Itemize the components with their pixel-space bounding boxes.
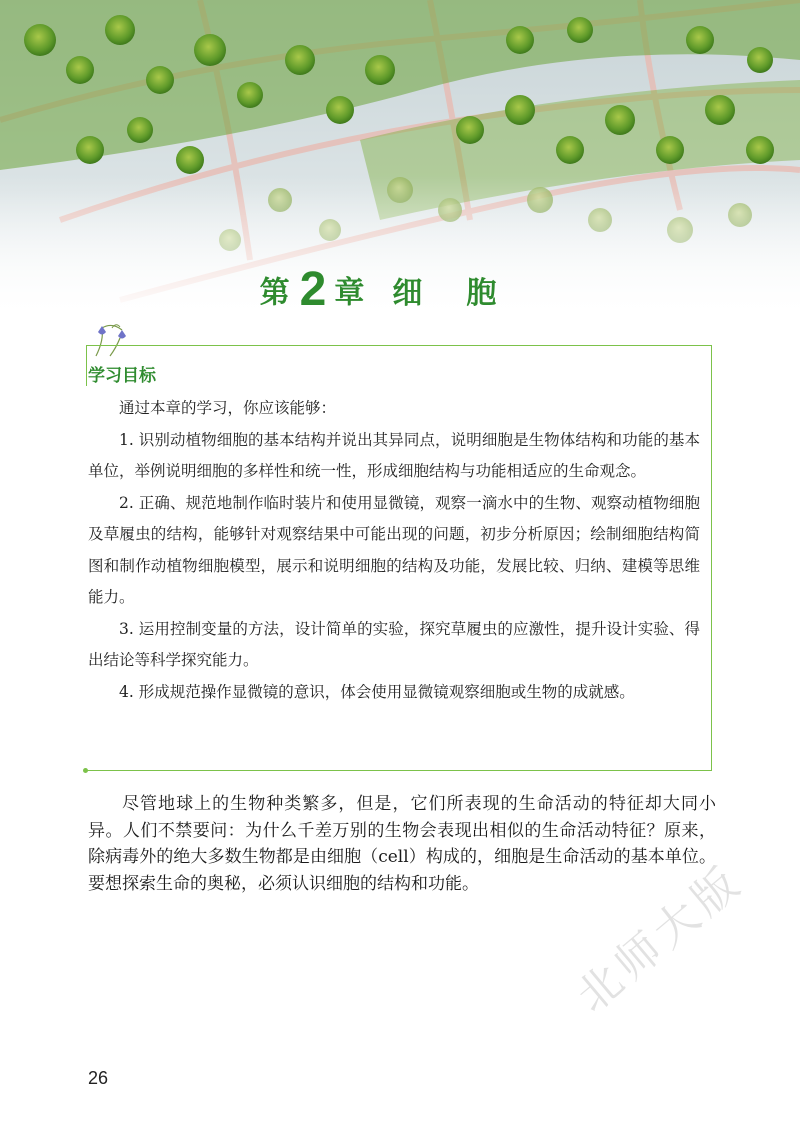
page-number: 26	[88, 1068, 109, 1088]
publisher-watermark: 北师大版	[567, 854, 754, 1023]
chapter-intro-body	[88, 791, 716, 897]
learning-goal-item: 3. 运用控制变量的方法，设计简单的实验，探究草履虫的应激性，提升设计实验、得出结论等科学探究能力。	[88, 619, 700, 669]
box-left-line	[86, 346, 87, 386]
chapter-name: 细胞	[392, 275, 541, 311]
chapter-prefix: 第	[259, 275, 292, 311]
learning-goal-item: 4. 形成规范操作显微镜的意识，体会使用显微镜观察细胞或生物的成就感。	[119, 682, 635, 701]
learning-goals-text	[88, 393, 700, 708]
chapter-number: 2	[299, 263, 327, 316]
learning-goal-item: 1. 识别动植物细胞的基本结构并说出其异同点，说明细胞是生物体结构和功能的基本单位，举例说明细胞的多样性和统一性，形成细胞结构与功能相适应的生命观念。	[88, 430, 700, 480]
chapter-suffix: 章	[334, 275, 367, 311]
box-corner-dot	[83, 768, 88, 773]
learning-goal-item: 2. 正确、规范地制作临时装片和使用显微镜，观察一滴水中的生物、观察动植物细胞及草履虫的结构，能够针对观察结果中可能出现的问题，初步分析原因；绘制细胞结构简图和制作动植物细胞模型，展示和说明细胞的结构及功能，发展比较、归纳、建模等思维能力。	[88, 493, 700, 606]
learning-goals-title: 学习目标	[88, 366, 156, 386]
chapter-title	[0, 262, 800, 317]
intro-paragraph: 尽管地球上的生物种类繁多，但是，它们所表现的生命活动的特征却大同小异。人们不禁要问：为什么千差万别的生物会表现出相似的生命活动特征？原来，除病毒外的绝大多数生物都是由细胞（cell）构成的，细胞是生命活动的基本单位。要想探索生命的奥秘，必须认识细胞的结构和功能。	[88, 794, 716, 894]
learning-goals-intro: 通过本章的学习，你应该能够：	[119, 399, 337, 417]
